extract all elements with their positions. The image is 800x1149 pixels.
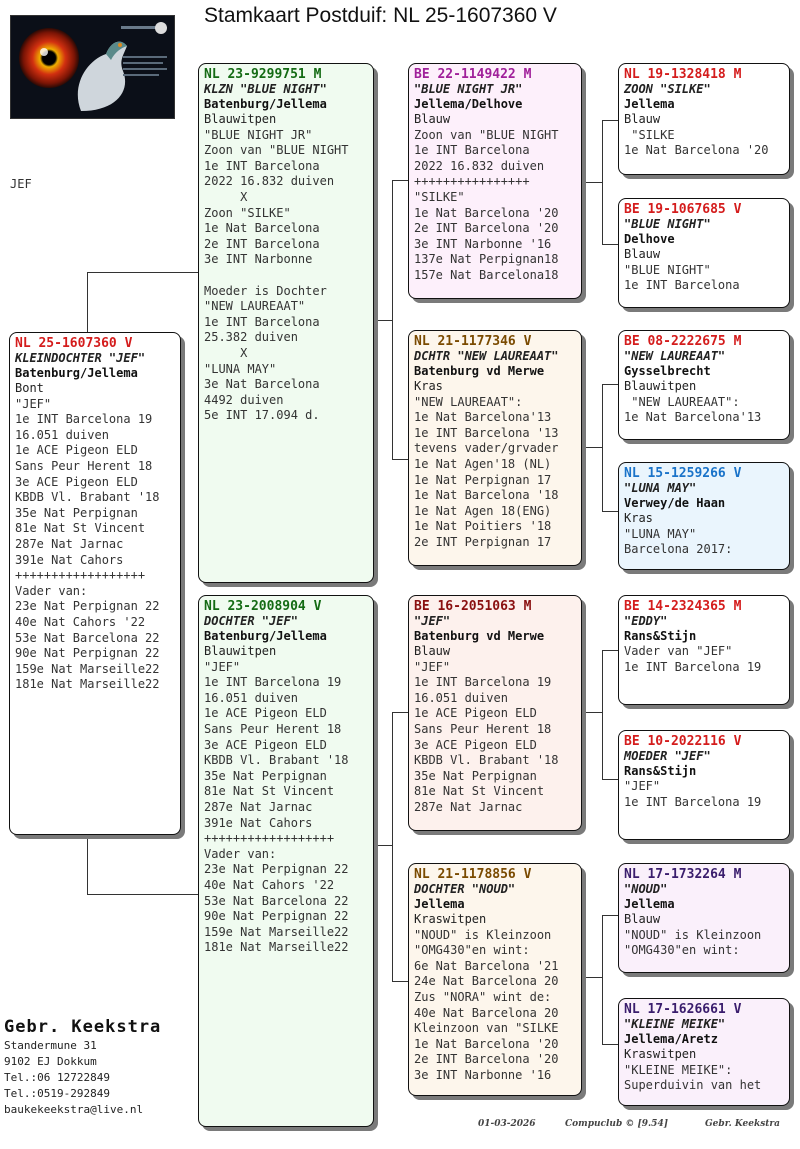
connector-line	[392, 712, 393, 982]
result-line: "NEW LAUREAAT":	[414, 394, 523, 409]
address-line: 9102 EJ Dokkum	[4, 1055, 97, 1068]
print-date: 01-03-2026	[478, 1119, 536, 1129]
result-line: 159e Nat Marseille22	[15, 661, 160, 676]
result-line: 137e Nat Perpignan18	[414, 252, 559, 267]
result-line: 25.382 duiven	[204, 330, 298, 345]
result-line: "NEW LAUREAAT":	[624, 394, 740, 409]
result-line: 2e INT Barcelona '20	[414, 221, 559, 236]
result-line: 3e INT Narbonne	[204, 252, 313, 267]
result-line: 81e Nat St Vincent	[414, 784, 545, 799]
result-line: 23e Nat Perpignan 22	[204, 862, 349, 877]
breeder-name: Jellema/Aretz	[624, 1032, 718, 1046]
result-line: 5e INT 17.094 d.	[204, 408, 320, 423]
pigeon-nickname: DCHTR "NEW LAUREAAT"	[414, 349, 559, 363]
plumage-color: Blauw	[624, 912, 661, 926]
connector-line	[602, 511, 618, 512]
great-grandparent-card-mff[interactable]	[618, 595, 790, 705]
paternal-grandmother-card[interactable]	[408, 330, 582, 566]
results-list	[414, 928, 576, 1084]
plumage-color: Blauw	[624, 112, 661, 126]
result-line: 1e INT Barcelona 19	[15, 412, 153, 427]
result-line: 1e ACE Pigeon ELD	[15, 443, 138, 458]
great-grandparent-card-mfm[interactable]	[618, 730, 790, 840]
result-line: 23e Nat Perpignan 22	[15, 599, 160, 614]
result-line: 1e INT Barcelona	[414, 143, 530, 158]
result-line: "OMG430"en wint:	[624, 943, 740, 958]
connector-line	[582, 977, 602, 978]
result-line: 4492 duiven	[204, 392, 284, 407]
results-list	[414, 128, 576, 284]
pigeon-nickname: KLZN "BLUE NIGHT"	[204, 82, 327, 96]
ring-number: NL 23-2008904 V	[204, 599, 322, 614]
result-line: "BLUE NIGHT JR"	[204, 127, 313, 142]
great-grandparent-card-mmm[interactable]	[618, 998, 790, 1106]
result-line: 1e INT Barcelona 19	[414, 675, 552, 690]
result-line: 159e Nat Marseille22	[204, 924, 349, 939]
ring-number: BE 19-1067685 V	[624, 202, 742, 217]
ring-number: BE 08-2222675 M	[624, 334, 742, 349]
result-line: 2022 16.832 duiven	[204, 174, 335, 189]
father-card[interactable]	[198, 63, 374, 583]
result-line: 35e Nat Perpignan	[15, 505, 138, 520]
result-line: 1e Nat Agen 18(ENG)	[414, 503, 552, 518]
result-line: 2e INT Barcelona '20	[414, 1052, 559, 1067]
pigeon-nickname: "NOUD"	[624, 882, 668, 896]
result-line: 1e Nat Barcelona '20	[624, 143, 769, 158]
result-line: 90e Nat Perpignan 22	[15, 646, 160, 661]
connector-line	[582, 712, 602, 713]
ring-number: BE 14-2324365 M	[624, 599, 742, 614]
connector-line	[392, 180, 393, 460]
result-line: "KLEINE MEIKE":	[624, 1062, 733, 1077]
ring-number: BE 10-2022116 V	[624, 734, 742, 749]
result-line: "NOUD" is Kleinzoon	[414, 927, 552, 942]
breeder-name: Rans&Stijn	[624, 629, 697, 643]
pigeon-nickname: "BLUE NIGHT JR"	[414, 82, 523, 96]
result-line: Zoon van "BLUE NIGHT	[414, 127, 559, 142]
great-grandparent-card-fff[interactable]	[618, 63, 790, 175]
plumage-color: Blauw	[624, 247, 661, 261]
result-line: KBDB Vl. Brabant '18	[414, 753, 559, 768]
connector-line	[602, 120, 618, 121]
pigeon-nickname: KLEINDOCHTER "JEF"	[15, 351, 146, 365]
results-list	[15, 397, 175, 693]
address-line: Standermune 31	[4, 1039, 97, 1052]
maternal-grandfather-card[interactable]	[408, 595, 582, 831]
result-line: 391e Nat Cahors	[15, 552, 124, 567]
connector-line	[87, 272, 200, 273]
great-grandparent-card-ffm[interactable]	[618, 198, 790, 308]
logo-pigeon-eye-image	[10, 15, 175, 119]
result-line: 16.051 duiven	[204, 690, 298, 705]
result-line: Zoon "SILKE"	[204, 205, 291, 220]
connector-line	[602, 384, 603, 512]
breeder-name: Jellema	[624, 97, 675, 111]
result-line: 181e Nat Marseille22	[204, 940, 349, 955]
result-line: 1e Nat Barcelona '20	[414, 205, 559, 220]
result-line: 1e INT Barcelona 19	[624, 794, 762, 809]
result-line: 35e Nat Perpignan	[414, 768, 537, 783]
result-line: "LUNA MAY"	[624, 526, 697, 541]
breeder-name: Batenburg vd Merwe	[414, 364, 545, 378]
results-list	[204, 660, 368, 956]
pigeon-nickname: DOCHTER "NOUD"	[414, 882, 516, 896]
result-line: "OMG430"en wint:	[414, 943, 530, 958]
result-line: 16.051 duiven	[15, 427, 109, 442]
result-line: 40e Nat Barcelona 20	[414, 1005, 559, 1020]
breeder-name: Jellema	[414, 897, 465, 911]
breeder-name: Batenburg vd Merwe	[414, 629, 545, 643]
result-line: Sans Peur Herent 18	[414, 721, 552, 736]
result-line: "NOUD" is Kleinzoon	[624, 927, 762, 942]
result-line: Superduivin van het	[624, 1078, 762, 1093]
plumage-color: Kraswitpen	[624, 1047, 697, 1061]
ring-number: NL 21-1177346 V	[414, 334, 532, 349]
connector-line	[602, 650, 603, 780]
result-line: 6e Nat Barcelona '21	[414, 958, 559, 973]
result-line: 3e Nat Barcelona	[204, 377, 320, 392]
result-line: Zoon van "BLUE NIGHT	[204, 143, 349, 158]
connector-line	[602, 384, 618, 385]
result-line: "JEF"	[624, 779, 661, 793]
results-list	[414, 395, 576, 551]
pigeon-nickname: "BLUE NIGHT"	[624, 217, 711, 231]
result-line: X	[204, 189, 248, 204]
result-line: "JEF"	[15, 396, 52, 411]
connector-line	[582, 447, 602, 448]
result-line: 1e Nat Barcelona '20	[414, 1036, 559, 1051]
result-line: Sans Peur Herent 18	[204, 721, 342, 736]
result-line: 1e Nat Perpignan 17	[414, 472, 552, 487]
result-line: Vader van:	[15, 583, 88, 598]
ring-number: BE 22-1149422 M	[414, 67, 532, 82]
result-line: 1e Nat Agen'18 (NL)	[414, 456, 552, 471]
great-grandparent-card-fmf[interactable]	[618, 330, 790, 440]
printed-by: Gebr. Keekstra	[705, 1119, 780, 1129]
pigeon-nickname: "EDDY"	[624, 614, 668, 628]
breeder-name: Delhove	[624, 232, 675, 246]
page-title: Stamkaart Postduif: NL 25-1607360 V	[204, 4, 557, 27]
connector-line	[602, 1044, 618, 1045]
result-line: 1e Nat Barcelona'13	[414, 410, 552, 425]
great-grandparent-card-fmm[interactable]	[618, 462, 790, 570]
result-line: 24e Nat Barcelona 20	[414, 974, 559, 989]
paternal-grandfather-card[interactable]	[408, 63, 582, 299]
connector-line	[87, 835, 88, 895]
pigeon-name-label: JEF	[10, 177, 32, 191]
result-line: 53e Nat Barcelona 22	[204, 893, 349, 908]
ring-number: NL 21-1178856 V	[414, 867, 532, 882]
result-line: 1e INT Barcelona	[624, 278, 740, 293]
result-line: 287e Nat Jarnac	[204, 799, 313, 814]
result-line: 2e INT Barcelona	[204, 236, 320, 251]
plumage-color: Kras	[414, 379, 443, 393]
result-line: Zus "NORA" wint de:	[414, 989, 552, 1004]
result-line: ++++++++++++++++++	[204, 831, 335, 846]
result-line: 3e ACE Pigeon ELD	[15, 474, 138, 489]
result-line: tevens vader/grvader	[414, 441, 559, 456]
pigeon-nickname: ZOON "SILKE"	[624, 82, 711, 96]
breeder-name: Jellema/Delhove	[414, 97, 523, 111]
pigeon-nickname: "JEF"	[414, 614, 451, 628]
result-line: 90e Nat Perpignan 22	[204, 909, 349, 924]
result-line: 1e INT Barcelona 19	[204, 675, 342, 690]
result-line: 3e INT Narbonne '16	[414, 1067, 552, 1082]
result-line: "NEW LAUREAAT"	[204, 299, 306, 314]
result-line: 3e ACE Pigeon ELD	[204, 737, 327, 752]
result-line: "JEF"	[204, 659, 241, 674]
result-line: Kleinzoon van "SILKE	[414, 1021, 559, 1036]
result-line: 16.051 duiven	[414, 690, 508, 705]
connector-line	[602, 915, 603, 1045]
pigeon-nickname: "LUNA MAY"	[624, 481, 697, 495]
plumage-color: Kraswitpen	[414, 912, 487, 926]
result-line: Vader van "JEF"	[624, 644, 733, 658]
breeder-name: Batenburg/Jellema	[15, 366, 138, 380]
result-line: 1e Nat Barcelona'13	[624, 410, 762, 425]
result-line	[204, 268, 368, 284]
result-line: ++++++++++++++++++	[15, 568, 146, 583]
result-line: "BLUE NIGHT"	[624, 262, 711, 277]
pigeon-nickname: MOEDER "JEF"	[624, 749, 711, 763]
subject-pigeon-card[interactable]	[9, 332, 181, 835]
result-line: 181e Nat Marseille22	[15, 677, 160, 692]
result-line: 1e Nat Barcelona '18	[414, 488, 559, 503]
owner-name: Gebr. Keekstra	[4, 1017, 162, 1037]
plumage-color: Blauwitpen	[204, 112, 277, 126]
result-line: "SILKE	[624, 127, 675, 142]
ring-number: NL 17-1732264 M	[624, 867, 742, 882]
result-line: 1e ACE Pigeon ELD	[414, 706, 537, 721]
ring-number: NL 25-1607360 V	[15, 336, 133, 351]
connector-line	[602, 120, 603, 245]
result-line: Sans Peur Herent 18	[15, 458, 153, 473]
breeder-name: Jellema	[624, 897, 675, 911]
breeder-name: Gysselbrecht	[624, 364, 711, 378]
result-line: Barcelona 2017:	[624, 542, 733, 557]
breeder-name: Rans&Stijn	[624, 764, 697, 778]
software-credit: Compuclub © [9.54]	[565, 1119, 668, 1129]
pigeon-nickname: DOCHTER "JEF"	[204, 614, 298, 628]
breeder-name: Batenburg/Jellema	[204, 97, 327, 111]
result-line: "LUNA MAY"	[204, 361, 277, 376]
phone-line: Tel.:0519-292849	[4, 1087, 110, 1100]
result-line: 1e ACE Pigeon ELD	[204, 706, 327, 721]
ring-number: NL 15-1259266 V	[624, 466, 742, 481]
ring-number: NL 19-1328418 M	[624, 67, 742, 82]
pigeon-nickname: "KLEINE MEIKE"	[624, 1017, 726, 1031]
great-grandparent-card-mmf[interactable]	[618, 863, 790, 973]
result-line: 3e INT Narbonne '16	[414, 236, 552, 251]
result-line: 1e Nat Barcelona	[204, 221, 320, 236]
result-line: 40e Nat Cahors '22	[15, 614, 146, 629]
connector-line	[87, 894, 200, 895]
result-line: 40e Nat Cahors '22	[204, 877, 335, 892]
maternal-grandmother-card[interactable]	[408, 863, 582, 1096]
result-line: X	[204, 345, 248, 360]
result-line: 1e INT Barcelona	[204, 158, 320, 173]
connector-line	[87, 272, 88, 332]
result-line: 157e Nat Barcelona18	[414, 267, 559, 282]
plumage-color: Bont	[15, 381, 44, 395]
email-line[interactable]: baukekeekstra@live.nl	[4, 1103, 144, 1116]
plumage-color: Blauw	[414, 644, 451, 658]
ring-number: NL 23-9299751 M	[204, 67, 322, 82]
result-line: "SILKE"	[414, 189, 465, 204]
result-line: Vader van:	[204, 846, 277, 861]
result-line: 81e Nat St Vincent	[204, 784, 335, 799]
connector-line	[374, 845, 392, 846]
plumage-color: Blauwitpen	[624, 379, 697, 393]
result-line: 287e Nat Jarnac	[414, 799, 523, 814]
ring-number: NL 17-1626661 V	[624, 1002, 742, 1017]
result-line: 1e Nat Poitiers '18	[414, 519, 552, 534]
result-line: 1e INT Barcelona 19	[624, 659, 762, 674]
plumage-color: Blauwitpen	[204, 644, 277, 658]
result-line: KBDB Vl. Brabant '18	[15, 490, 160, 505]
result-line: ++++++++++++++++	[414, 174, 530, 189]
results-list	[414, 660, 576, 816]
plumage-color: Kras	[624, 511, 653, 525]
result-line: 1e INT Barcelona '13	[414, 425, 559, 440]
connector-line	[374, 320, 392, 321]
ring-number: BE 16-2051063 M	[414, 599, 532, 614]
result-line: 391e Nat Cahors	[204, 815, 313, 830]
breeder-name: Verwey/de Haan	[624, 496, 726, 510]
connector-line	[602, 779, 618, 780]
result-line: 287e Nat Jarnac	[15, 536, 124, 551]
result-line: 53e Nat Barcelona 22	[15, 630, 160, 645]
result-line: KBDB Vl. Brabant '18	[204, 753, 349, 768]
connector-line	[602, 650, 618, 651]
connector-line	[602, 915, 618, 916]
connector-line	[602, 244, 618, 245]
mother-card[interactable]	[198, 595, 374, 1127]
plumage-color: Blauw	[414, 112, 451, 126]
result-line: 3e ACE Pigeon ELD	[414, 737, 537, 752]
result-line: 2e INT Perpignan 17	[414, 534, 552, 549]
breeder-name: Batenburg/Jellema	[204, 629, 327, 643]
result-line: 2022 16.832 duiven	[414, 158, 545, 173]
pigeon-nickname: "NEW LAUREAAT"	[624, 349, 726, 363]
result-line: 1e INT Barcelona	[204, 314, 320, 329]
result-line: Moeder is Dochter	[204, 283, 327, 298]
connector-line	[582, 182, 602, 183]
result-line: 81e Nat St Vincent	[15, 521, 146, 536]
phone-line: Tel.:06 12722849	[4, 1071, 110, 1084]
result-line: 35e Nat Perpignan	[204, 768, 327, 783]
results-list	[204, 128, 368, 424]
result-line: "JEF"	[414, 659, 451, 674]
